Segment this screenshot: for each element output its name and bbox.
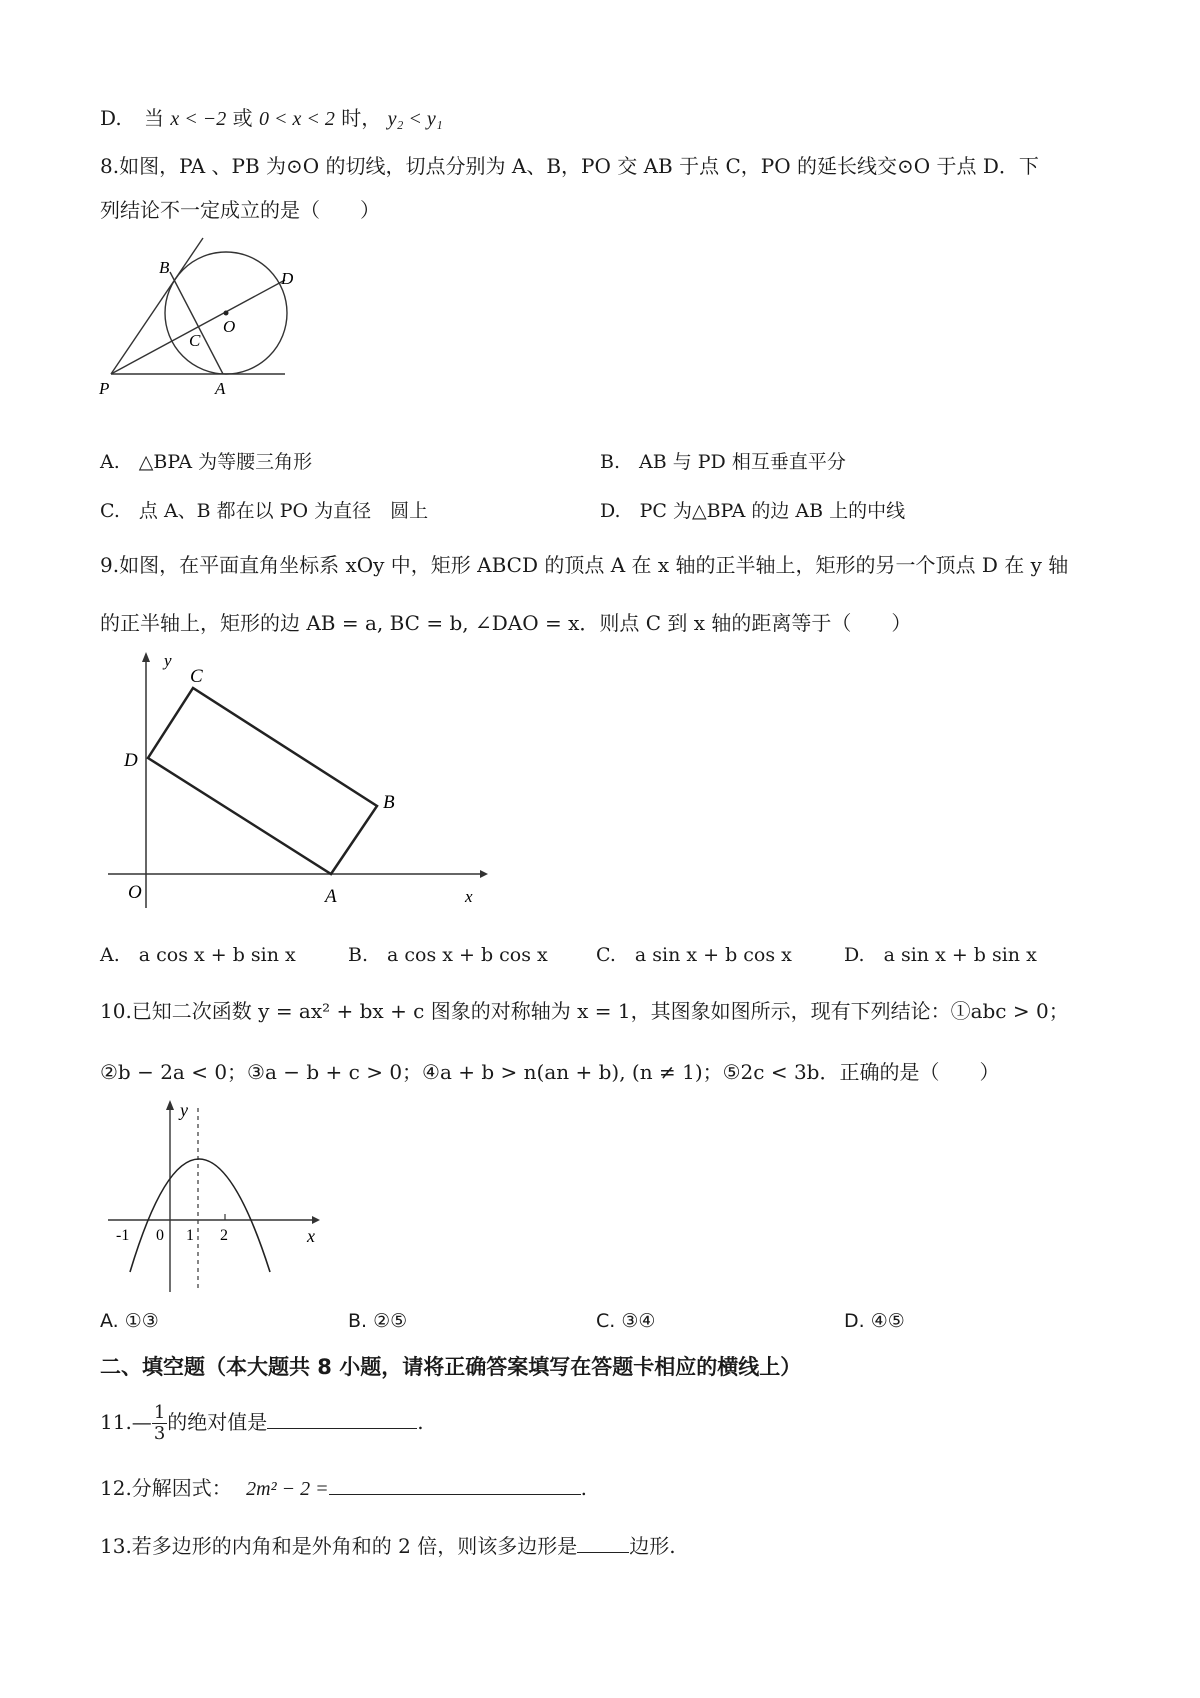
label-a: A: [325, 886, 337, 907]
q8-stem-line1: 8.如图，PA 、PB 为⊙O 的切线，切点分别为 A、B，PO 交 AB 于点 C，PO 的延长线交⊙O 于点 D．下: [100, 154, 1039, 178]
q9-option-d: D. a sin x + b sin x: [844, 944, 1037, 966]
label-neg1: -1: [116, 1227, 130, 1244]
q8-stem-line2: 列结论不一定成立的是（ ）: [100, 198, 380, 222]
center-o-dot: [224, 311, 229, 316]
q9-option-a: A. a cos x + b sin x: [100, 944, 296, 966]
x-axis-arrow: [480, 870, 488, 878]
y-axis-arrow: [142, 652, 150, 662]
section-heading: 二、填空题（本大题共 8 小题，请将正确答案填写在答题卡相应的横线上）: [100, 1355, 802, 1379]
label-y: y: [164, 651, 172, 670]
q11: [100, 1400, 424, 1444]
q9-stem-line1: 9.如图，在平面直角坐标系 xOy 中，矩形 ABCD 的顶点 A 在 x 轴的正半轴上，矩形的另一个顶点 D 在 y 轴: [100, 553, 1069, 577]
answer-blank[interactable]: [577, 1532, 629, 1553]
q10-option-a: A. ①③: [100, 1310, 159, 1332]
q8-option-b: B. AB 与 PD 相互垂直平分: [600, 451, 846, 473]
q8-option-d: D. PC 为△BPA 的边 AB 上的中线: [600, 500, 906, 522]
answer-blank[interactable]: [329, 1474, 581, 1495]
q8-figure-circle-tangents: [95, 232, 305, 400]
option-text: 当: [144, 106, 165, 130]
q13: [100, 1532, 676, 1560]
label-c: C: [190, 666, 203, 687]
denominator: 3: [153, 1423, 166, 1444]
q9-option-b: B. a cos x + b cos x: [348, 944, 548, 966]
q10-option-d: D. ④⑤: [844, 1310, 905, 1332]
label-o: O: [223, 317, 236, 336]
label-b: B: [159, 258, 170, 277]
label-x: x: [307, 1226, 315, 1246]
label-d: D: [281, 269, 294, 288]
q7-option-d: [100, 104, 443, 133]
condition-1: x < −2: [170, 108, 227, 130]
label-x: x: [465, 887, 473, 906]
q9-option-c: C. a sin x + b cos x: [596, 944, 792, 966]
label-y: y: [180, 1100, 188, 1120]
condition-2: 0 < x < 2: [259, 108, 335, 130]
q13-text: 13.若多边形的内角和是外角和的 2 倍，则该多边形是: [100, 1534, 578, 1558]
parabola-curve: [130, 1159, 270, 1272]
q10-stem-line2: ②b − 2a < 0；③a − b + c > 0；④a + b > n(an + b), (n ≠ 1)；⑤2c < 3b．正确的是（ ）: [100, 1060, 1000, 1084]
rectangle-abcd: [148, 688, 377, 874]
label-two: 2: [220, 1227, 228, 1244]
label-a: A: [215, 379, 226, 398]
q11-prefix: 11.—: [100, 1410, 152, 1434]
q10-stem-line1: 10.已知二次函数 y = ax² + bx + c 图象的对称轴为 x = 1，其图象如图所示，现有下列结论：①abc > 0；: [100, 999, 1069, 1023]
label-d: D: [124, 750, 138, 771]
numerator: 1: [153, 1402, 166, 1423]
q9-figure-rectangle-axes: [100, 648, 490, 908]
q10-figure-parabola: [100, 1096, 330, 1296]
q8-option-c: C. 点 A、B 都在以 PO 为直径 圆上: [100, 500, 429, 522]
q11-suffix: 的绝对值是: [167, 1410, 268, 1434]
q10-option-c: C. ③④: [596, 1310, 656, 1332]
tangent-pb: [111, 238, 203, 374]
y-axis-arrow: [166, 1100, 174, 1110]
q10-option-b: B. ②⑤: [348, 1310, 408, 1332]
label-zero: 0: [156, 1227, 164, 1244]
q12-end: .: [580, 1476, 587, 1500]
option-text: 或: [232, 106, 253, 130]
q12-prefix: 12.分解因式：: [100, 1476, 232, 1500]
q12: [100, 1474, 587, 1503]
label-b: B: [383, 792, 395, 813]
q9-stem-line2: 的正半轴上，矩形的边 AB = a, BC = b, ∠DAO = x．则点 C 到 x 轴的距离等于（ ）: [100, 611, 912, 635]
fraction: [152, 1403, 167, 1444]
label-one: 1: [186, 1227, 194, 1244]
chord-ab: [170, 272, 223, 374]
x-axis-arrow: [312, 1216, 320, 1224]
option-letter: D.: [100, 106, 122, 130]
q12-expression: 2m² − 2 =: [246, 1478, 329, 1500]
q8-option-a: A. △BPA 为等腰三角形: [100, 451, 313, 473]
option-text: 时，: [341, 106, 382, 130]
label-c: C: [189, 331, 201, 350]
result-expression: y₂ < y₁: [387, 108, 443, 130]
q13-text-end: 边形.: [629, 1534, 676, 1558]
q11-end: .: [417, 1410, 424, 1434]
label-o: O: [128, 882, 142, 903]
label-p: P: [99, 379, 110, 398]
answer-blank[interactable]: [267, 1408, 417, 1429]
